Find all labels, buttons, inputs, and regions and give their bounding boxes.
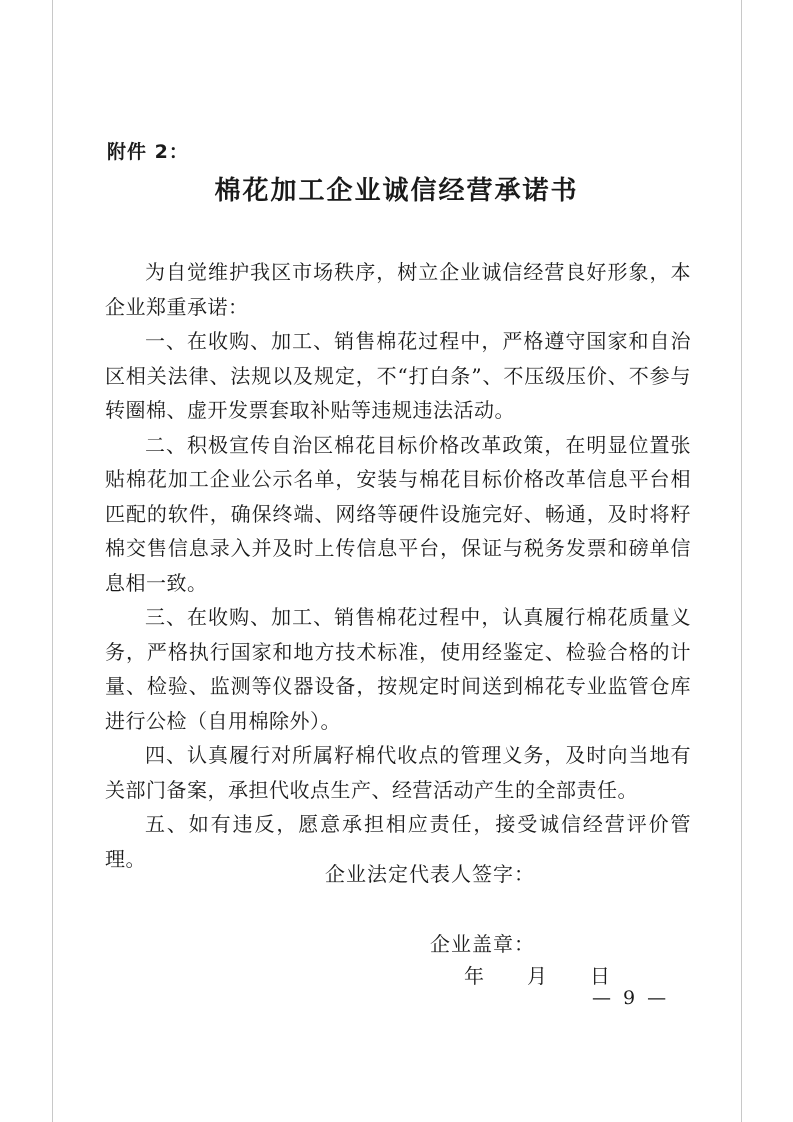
paragraph-intro: 为自觉维护我区市场秩序，树立企业诚信经营良好形象，本企业郑重承诺： bbox=[105, 260, 691, 319]
attachment-label: 附件 2： bbox=[107, 141, 189, 163]
right-margin-line bbox=[741, 0, 742, 1122]
paragraph-item-5: 五、如有违反，愿意承担相应责任，接受诚信经营评价管理。 bbox=[105, 812, 691, 871]
left-margin-line bbox=[52, 0, 53, 1122]
document-title: 棉花加工企业诚信经营承诺书 bbox=[214, 176, 579, 206]
paragraph-item-3: 三、在收购、加工、销售棉花过程中，认真履行棉花质量义务，严格执行国家和地方技术标准，使用经鉴定、检验合格的计量、检验、监测等仪器设备，按规定时间送到棉花专业监管仓库进行公检（自用棉除外）。 bbox=[105, 605, 691, 733]
paragraph-item-1: 一、在收购、加工、销售棉花过程中，严格遵守国家和自治区相关法律、法规以及规定，不“打白条”、不压级压价、不参与转圈棉、虚开发票套取补贴等违规违法活动。 bbox=[105, 329, 691, 422]
representative-signature-label: 企业法定代表人签字： bbox=[325, 862, 535, 886]
paragraph-item-4: 四、认真履行对所属籽棉代收点的管理义务，及时向当地有关部门备案，承担代收点生产、经营活动产生的全部责任。 bbox=[105, 743, 691, 802]
document-body bbox=[105, 255, 691, 876]
date-month-label: 月 bbox=[527, 964, 547, 988]
paragraph-item-2: 二、积极宣传自治区棉花目标价格改革政策，在明显位置张贴棉花加工企业公示名单，安装与棉花目标价格改革信息平台相匹配的软件，确保终端、网络等硬件设施完好、畅通，及时将籽棉交售信息录入并及时上传信息平台，保证与税务发票和磅单信息相一致。 bbox=[105, 432, 691, 595]
page-number: — 9 — bbox=[592, 987, 670, 1009]
company-seal-label: 企业盖章： bbox=[430, 932, 535, 956]
date-day-label: 日 bbox=[590, 964, 610, 988]
date-year-label: 年 bbox=[464, 964, 484, 988]
